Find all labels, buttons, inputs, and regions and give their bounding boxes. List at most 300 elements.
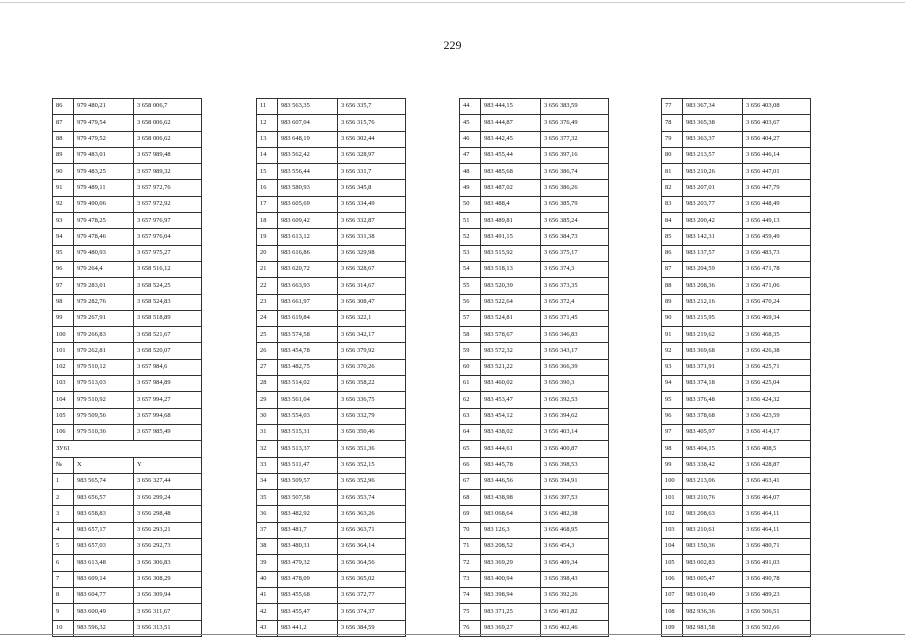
- table-row: [662, 490, 811, 506]
- table-row: [662, 392, 811, 408]
- x-coordinate-cell: 983 511,47: [278, 457, 338, 473]
- y-coordinate-cell: 3 656 447,79: [743, 180, 811, 196]
- x-coordinate-cell: 983 438,02: [481, 424, 541, 440]
- x-coordinate-cell: 983 210,61: [683, 522, 743, 538]
- table-row: [662, 555, 811, 571]
- x-coordinate-cell: X: [74, 457, 134, 473]
- table-row: [53, 261, 202, 277]
- y-coordinate-cell: 3 656 428,87: [743, 457, 811, 473]
- y-coordinate-cell: 3 656 292,73: [134, 539, 202, 555]
- table-row: [460, 99, 609, 115]
- point-number-cell: 98: [662, 441, 683, 457]
- table-row: [257, 327, 406, 343]
- x-coordinate-cell: 983 609,14: [74, 571, 134, 587]
- table-row: [257, 539, 406, 555]
- table-row: [662, 359, 811, 375]
- table-row: [53, 522, 202, 538]
- table-row: [257, 424, 406, 440]
- x-coordinate-cell: 983 607,04: [278, 115, 338, 131]
- bottom-scan-edge: [0, 634, 905, 635]
- y-coordinate-cell: 3 656 384,73: [541, 229, 609, 245]
- table-row: [53, 555, 202, 571]
- y-coordinate-cell: 3 657 984,6: [134, 359, 202, 375]
- table-row: [662, 196, 811, 212]
- y-coordinate-cell: 3 656 483,73: [743, 245, 811, 261]
- y-coordinate-cell: 3 656 489,23: [743, 587, 811, 603]
- point-number-cell: 38: [257, 539, 278, 555]
- y-coordinate-cell: 3 656 398,43: [541, 571, 609, 587]
- table-row: [460, 343, 609, 359]
- point-number-cell: 36: [257, 506, 278, 522]
- point-number-cell: 89: [662, 294, 683, 310]
- x-coordinate-cell: 983 518,13: [481, 261, 541, 277]
- y-coordinate-cell: 3 656 342,17: [338, 327, 406, 343]
- table-row: [257, 506, 406, 522]
- table-row: [53, 131, 202, 147]
- x-coordinate-cell: 979 282,76: [74, 294, 134, 310]
- table-row: [662, 180, 811, 196]
- table-row: [257, 343, 406, 359]
- table-row: [460, 555, 609, 571]
- y-coordinate-cell: 3 657 985,49: [134, 424, 202, 440]
- x-coordinate-cell: 983 208,36: [683, 278, 743, 294]
- y-coordinate-cell: 3 656 306,83: [134, 555, 202, 571]
- table-row: [53, 604, 202, 620]
- x-coordinate-cell: 979 478,25: [74, 213, 134, 229]
- x-coordinate-cell: 979 262,81: [74, 343, 134, 359]
- y-coordinate-cell: 3 656 302,44: [338, 131, 406, 147]
- x-coordinate-cell: 983 648,19: [278, 131, 338, 147]
- point-number-cell: 62: [460, 392, 481, 408]
- y-coordinate-cell: 3 656 377,32: [541, 131, 609, 147]
- point-number-cell: 44: [460, 99, 481, 115]
- table-row: [460, 359, 609, 375]
- x-coordinate-cell: 983 200,42: [683, 213, 743, 229]
- point-number-cell: 25: [257, 327, 278, 343]
- point-number-cell: 105: [662, 555, 683, 571]
- table-row: [53, 327, 202, 343]
- x-coordinate-cell: 983 367,34: [683, 99, 743, 115]
- x-coordinate-cell: 983 613,12: [278, 229, 338, 245]
- table-row: [662, 229, 811, 245]
- y-coordinate-cell: 3 656 400,87: [541, 441, 609, 457]
- point-number-cell: 2: [53, 490, 74, 506]
- table-row: [460, 213, 609, 229]
- x-coordinate-cell: 983 213,57: [683, 147, 743, 163]
- y-coordinate-cell: 3 656 353,74: [338, 490, 406, 506]
- x-coordinate-cell: 983 378,68: [683, 408, 743, 424]
- point-number-cell: 100: [53, 327, 74, 343]
- y-coordinate-cell: 3 656 365,02: [338, 571, 406, 587]
- x-coordinate-cell: 979 479,54: [74, 115, 134, 131]
- x-coordinate-cell: 983 371,91: [683, 359, 743, 375]
- table-row: [53, 587, 202, 603]
- point-number-cell: 55: [460, 278, 481, 294]
- x-coordinate-cell: 983 398,94: [481, 587, 541, 603]
- table-row: [53, 571, 202, 587]
- x-coordinate-cell: 983 142,31: [683, 229, 743, 245]
- y-coordinate-cell: 3 657 994,68: [134, 408, 202, 424]
- table-row: [257, 115, 406, 131]
- x-coordinate-cell: 983 513,37: [278, 441, 338, 457]
- y-coordinate-cell: 3 658 516,12: [134, 261, 202, 277]
- point-number-cell: 82: [662, 180, 683, 196]
- point-number-cell: 85: [662, 229, 683, 245]
- table-row: [460, 539, 609, 555]
- x-coordinate-cell: 983 481,7: [278, 522, 338, 538]
- table-row: [257, 310, 406, 326]
- y-coordinate-cell: 3 656 350,46: [338, 424, 406, 440]
- table-row: [460, 278, 609, 294]
- table-row: [662, 587, 811, 603]
- x-coordinate-cell: 983 446,56: [481, 473, 541, 489]
- point-number-cell: 99: [662, 457, 683, 473]
- y-coordinate-cell: 3 656 372,77: [338, 587, 406, 603]
- y-coordinate-cell: 3 656 308,29: [134, 571, 202, 587]
- x-coordinate-cell: 979 480,21: [74, 99, 134, 115]
- x-coordinate-cell: 983 521,22: [481, 359, 541, 375]
- y-coordinate-cell: 3 656 506,51: [743, 604, 811, 620]
- point-number-cell: 97: [53, 278, 74, 294]
- x-coordinate-cell: 983 210,26: [683, 164, 743, 180]
- x-coordinate-cell: 983 400,94: [481, 571, 541, 587]
- y-coordinate-cell: 3 656 328,97: [338, 147, 406, 163]
- y-coordinate-cell: 3 656 471,78: [743, 261, 811, 277]
- table-row: [53, 245, 202, 261]
- y-coordinate-cell: 3 657 989,48: [134, 147, 202, 163]
- x-coordinate-cell: 983 455,47: [278, 604, 338, 620]
- x-coordinate-cell: 979 479,52: [74, 131, 134, 147]
- x-coordinate-cell: 983 454,78: [278, 343, 338, 359]
- y-coordinate-cell: 3 657 972,92: [134, 196, 202, 212]
- x-coordinate-cell: 983 487,02: [481, 180, 541, 196]
- table-row: [53, 376, 202, 392]
- coordinates-table-1: [52, 98, 202, 637]
- table-row: [257, 392, 406, 408]
- point-number-cell: 94: [662, 376, 683, 392]
- point-number-cell: 66: [460, 457, 481, 473]
- table-row: [257, 571, 406, 587]
- x-coordinate-cell: 983 126,3: [481, 522, 541, 538]
- y-coordinate-cell: 3 658 520,07: [134, 343, 202, 359]
- point-number-cell: 48: [460, 164, 481, 180]
- table-row: [662, 261, 811, 277]
- y-coordinate-cell: 3 656 366,39: [541, 359, 609, 375]
- y-coordinate-cell: 3 656 351,36: [338, 441, 406, 457]
- y-coordinate-cell: 3 656 464,07: [743, 490, 811, 506]
- point-number-cell: 102: [662, 506, 683, 522]
- point-number-cell: 17: [257, 196, 278, 212]
- x-coordinate-cell: 983 507,58: [278, 490, 338, 506]
- x-coordinate-cell: 983 488,4: [481, 196, 541, 212]
- x-coordinate-cell: 983 068,64: [481, 506, 541, 522]
- y-coordinate-cell: 3 656 471,06: [743, 278, 811, 294]
- point-number-cell: 59: [460, 343, 481, 359]
- point-number-cell: 106: [53, 424, 74, 440]
- table-row: [53, 490, 202, 506]
- point-number-cell: 51: [460, 213, 481, 229]
- point-number-cell: 88: [53, 131, 74, 147]
- point-number-cell: 13: [257, 131, 278, 147]
- y-coordinate-cell: 3 656 329,98: [338, 245, 406, 261]
- y-coordinate-cell: 3 656 397,53: [541, 490, 609, 506]
- table-row: [53, 99, 202, 115]
- table-row: [257, 180, 406, 196]
- y-coordinate-cell: 3 656 293,21: [134, 522, 202, 538]
- x-coordinate-cell: 983 455,68: [278, 587, 338, 603]
- y-coordinate-cell: 3 657 994,27: [134, 392, 202, 408]
- point-number-cell: 89: [53, 147, 74, 163]
- table-row: [460, 490, 609, 506]
- y-coordinate-cell: 3 656 425,04: [743, 376, 811, 392]
- table-row: [53, 506, 202, 522]
- table-row: [460, 327, 609, 343]
- x-coordinate-cell: 983 444,61: [481, 441, 541, 457]
- point-number-cell: 23: [257, 294, 278, 310]
- point-number-cell: 9: [53, 604, 74, 620]
- x-coordinate-cell: 983 491,15: [481, 229, 541, 245]
- x-coordinate-cell: 983 520,39: [481, 278, 541, 294]
- x-coordinate-cell: 979 510,36: [74, 424, 134, 440]
- y-coordinate-cell: 3 656 379,92: [338, 343, 406, 359]
- table-row: [257, 604, 406, 620]
- table-row: [460, 294, 609, 310]
- point-number-cell: 106: [662, 571, 683, 587]
- x-coordinate-cell: 983 556,44: [278, 164, 338, 180]
- point-number-cell: 99: [53, 310, 74, 326]
- table-row: [53, 147, 202, 163]
- y-coordinate-cell: 3 656 315,76: [338, 115, 406, 131]
- table-row: [662, 522, 811, 538]
- point-number-cell: 39: [257, 555, 278, 571]
- x-coordinate-cell: 983 578,67: [481, 327, 541, 343]
- point-number-cell: 101: [53, 343, 74, 359]
- point-number-cell: 53: [460, 245, 481, 261]
- point-number-cell: 95: [53, 245, 74, 261]
- x-coordinate-cell: 983 565,74: [74, 473, 134, 489]
- y-coordinate-cell: 3 656 383,59: [541, 99, 609, 115]
- y-coordinate-cell: 3 656 375,17: [541, 245, 609, 261]
- table-row: [662, 245, 811, 261]
- point-number-cell: 47: [460, 147, 481, 163]
- point-number-cell: 65: [460, 441, 481, 457]
- point-number-cell: 109: [662, 620, 683, 636]
- table-row: [460, 522, 609, 538]
- point-number-cell: 91: [53, 180, 74, 196]
- point-number-cell: 102: [53, 359, 74, 375]
- table-row: [460, 571, 609, 587]
- table-row: [662, 213, 811, 229]
- table-row: [257, 441, 406, 457]
- point-number-cell: 108: [662, 604, 683, 620]
- point-number-cell: 78: [662, 115, 683, 131]
- table-row: [662, 376, 811, 392]
- table-row: [53, 213, 202, 229]
- point-number-cell: 57: [460, 310, 481, 326]
- y-coordinate-cell: 3 656 363,26: [338, 506, 406, 522]
- y-coordinate-cell: 3 656 468,95: [541, 522, 609, 538]
- table-row: [662, 115, 811, 131]
- table-row: [53, 473, 202, 489]
- point-number-cell: 105: [53, 408, 74, 424]
- y-coordinate-cell: 3 656 343,17: [541, 343, 609, 359]
- point-number-cell: 29: [257, 392, 278, 408]
- point-number-cell: 54: [460, 261, 481, 277]
- x-coordinate-cell: 983 369,27: [481, 620, 541, 636]
- table-row: [662, 408, 811, 424]
- y-coordinate-cell: 3 656 352,15: [338, 457, 406, 473]
- y-coordinate-cell: 3 656 345,8: [338, 180, 406, 196]
- y-coordinate-cell: 3 656 352,96: [338, 473, 406, 489]
- x-coordinate-cell: 983 219,62: [683, 327, 743, 343]
- y-coordinate-cell: 3 656 335,7: [338, 99, 406, 115]
- table-row: [53, 164, 202, 180]
- point-number-cell: 83: [662, 196, 683, 212]
- x-coordinate-cell: 983 600,49: [74, 604, 134, 620]
- x-coordinate-cell: 983 005,47: [683, 571, 743, 587]
- table-row: [662, 131, 811, 147]
- point-number-cell: 6: [53, 555, 74, 571]
- point-number-cell: №: [53, 457, 74, 473]
- point-number-cell: 98: [53, 294, 74, 310]
- point-number-cell: 60: [460, 359, 481, 375]
- y-coordinate-cell: 3 656 491,03: [743, 555, 811, 571]
- table-row: [53, 392, 202, 408]
- point-number-cell: 91: [662, 327, 683, 343]
- point-number-cell: 43: [257, 620, 278, 636]
- y-coordinate-cell: 3 656 404,27: [743, 131, 811, 147]
- y-coordinate-cell: 3 656 394,62: [541, 408, 609, 424]
- x-coordinate-cell: 979 267,91: [74, 310, 134, 326]
- coordinates-table-4: [661, 98, 811, 637]
- y-coordinate-cell: 3 656 414,17: [743, 424, 811, 440]
- table-row: [662, 99, 811, 115]
- x-coordinate-cell: 983 604,77: [74, 587, 134, 603]
- y-coordinate-cell: 3 656 308,47: [338, 294, 406, 310]
- x-coordinate-cell: 979 483,25: [74, 164, 134, 180]
- y-coordinate-cell: 3 656 390,3: [541, 376, 609, 392]
- x-coordinate-cell: 979 513,03: [74, 376, 134, 392]
- x-coordinate-cell: 983 522,64: [481, 294, 541, 310]
- table-row: [460, 376, 609, 392]
- y-coordinate-cell: 3 657 972,76: [134, 180, 202, 196]
- y-coordinate-cell: 3 656 398,53: [541, 457, 609, 473]
- x-coordinate-cell: 983 605,69: [278, 196, 338, 212]
- table-row: [460, 604, 609, 620]
- y-coordinate-cell: 3 656 385,79: [541, 196, 609, 212]
- table-row: [662, 506, 811, 522]
- table-row: [460, 147, 609, 163]
- y-coordinate-cell: 3 658 518,89: [134, 310, 202, 326]
- x-coordinate-cell: 983 554,03: [278, 408, 338, 424]
- table-row: [460, 196, 609, 212]
- table-row: [257, 376, 406, 392]
- x-coordinate-cell: 979 480,93: [74, 245, 134, 261]
- point-number-cell: 18: [257, 213, 278, 229]
- point-number-cell: 69: [460, 506, 481, 522]
- table-row: [662, 294, 811, 310]
- table-row: [257, 473, 406, 489]
- table-row: [53, 457, 202, 473]
- y-coordinate-cell: 3 656 403,67: [743, 115, 811, 131]
- x-coordinate-cell: 983 482,75: [278, 359, 338, 375]
- page-number: 229: [443, 38, 462, 52]
- table-row: [257, 261, 406, 277]
- table-row: [53, 408, 202, 424]
- point-number-cell: 92: [662, 343, 683, 359]
- y-coordinate-cell: 3 656 384,59: [338, 620, 406, 636]
- point-number-cell: 4: [53, 522, 74, 538]
- table-row: [662, 327, 811, 343]
- x-coordinate-cell: 983 213,06: [683, 473, 743, 489]
- y-coordinate-cell: 3 656 322,1: [338, 310, 406, 326]
- y-coordinate-cell: 3 656 332,79: [338, 408, 406, 424]
- point-number-cell: 56: [460, 294, 481, 310]
- y-coordinate-cell: 3 657 976,04: [134, 229, 202, 245]
- table-row: [460, 392, 609, 408]
- point-number-cell: 75: [460, 604, 481, 620]
- y-coordinate-cell: 3 656 401,82: [541, 604, 609, 620]
- y-coordinate-cell: 3 656 386,74: [541, 164, 609, 180]
- y-coordinate-cell: 3 656 397,16: [541, 147, 609, 163]
- x-coordinate-cell: 979 478,46: [74, 229, 134, 245]
- point-number-cell: 90: [662, 310, 683, 326]
- point-number-cell: 93: [53, 213, 74, 229]
- point-number-cell: 80: [662, 147, 683, 163]
- y-coordinate-cell: 3 656 376,49: [541, 115, 609, 131]
- y-coordinate-cell: 3 656 408,5: [743, 441, 811, 457]
- y-coordinate-cell: 3 656 403,14: [541, 424, 609, 440]
- table-row: [662, 473, 811, 489]
- y-coordinate-cell: 3 658 524,83: [134, 294, 202, 310]
- point-number-cell: 72: [460, 555, 481, 571]
- y-coordinate-cell: 3 656 332,87: [338, 213, 406, 229]
- point-number-cell: 37: [257, 522, 278, 538]
- y-coordinate-cell: 3 656 385,24: [541, 213, 609, 229]
- point-number-cell: 21: [257, 261, 278, 277]
- table-row: [53, 343, 202, 359]
- x-coordinate-cell: 983 365,38: [683, 115, 743, 131]
- y-coordinate-cell: 3 656 328,67: [338, 261, 406, 277]
- y-coordinate-cell: 3 656 334,49: [338, 196, 406, 212]
- point-number-cell: 94: [53, 229, 74, 245]
- x-coordinate-cell: 983 369,68: [683, 343, 743, 359]
- x-coordinate-cell: 983 515,92: [481, 245, 541, 261]
- table-row: [460, 424, 609, 440]
- y-coordinate-cell: 3 656 313,51: [134, 620, 202, 636]
- y-coordinate-cell: 3 656 314,67: [338, 278, 406, 294]
- table-row: [53, 441, 202, 457]
- table-row: [53, 196, 202, 212]
- y-coordinate-cell: 3 656 468,35: [743, 327, 811, 343]
- point-number-cell: 7: [53, 571, 74, 587]
- x-coordinate-cell: 983 460,02: [481, 376, 541, 392]
- x-coordinate-cell: 983 444,15: [481, 99, 541, 115]
- y-coordinate-cell: 3 656 424,32: [743, 392, 811, 408]
- y-coordinate-cell: 3 656 480,71: [743, 539, 811, 555]
- x-coordinate-cell: 983 212,16: [683, 294, 743, 310]
- point-number-cell: 8: [53, 587, 74, 603]
- table-row: [662, 604, 811, 620]
- y-coordinate-cell: 3 656 448,49: [743, 196, 811, 212]
- y-coordinate-cell: 3 656 372,4: [541, 294, 609, 310]
- x-coordinate-cell: 983 509,57: [278, 473, 338, 489]
- table-row: [257, 164, 406, 180]
- x-coordinate-cell: 983 207,01: [683, 180, 743, 196]
- point-number-cell: 64: [460, 424, 481, 440]
- x-coordinate-cell: 983 596,32: [74, 620, 134, 636]
- x-coordinate-cell: 983 563,35: [278, 99, 338, 115]
